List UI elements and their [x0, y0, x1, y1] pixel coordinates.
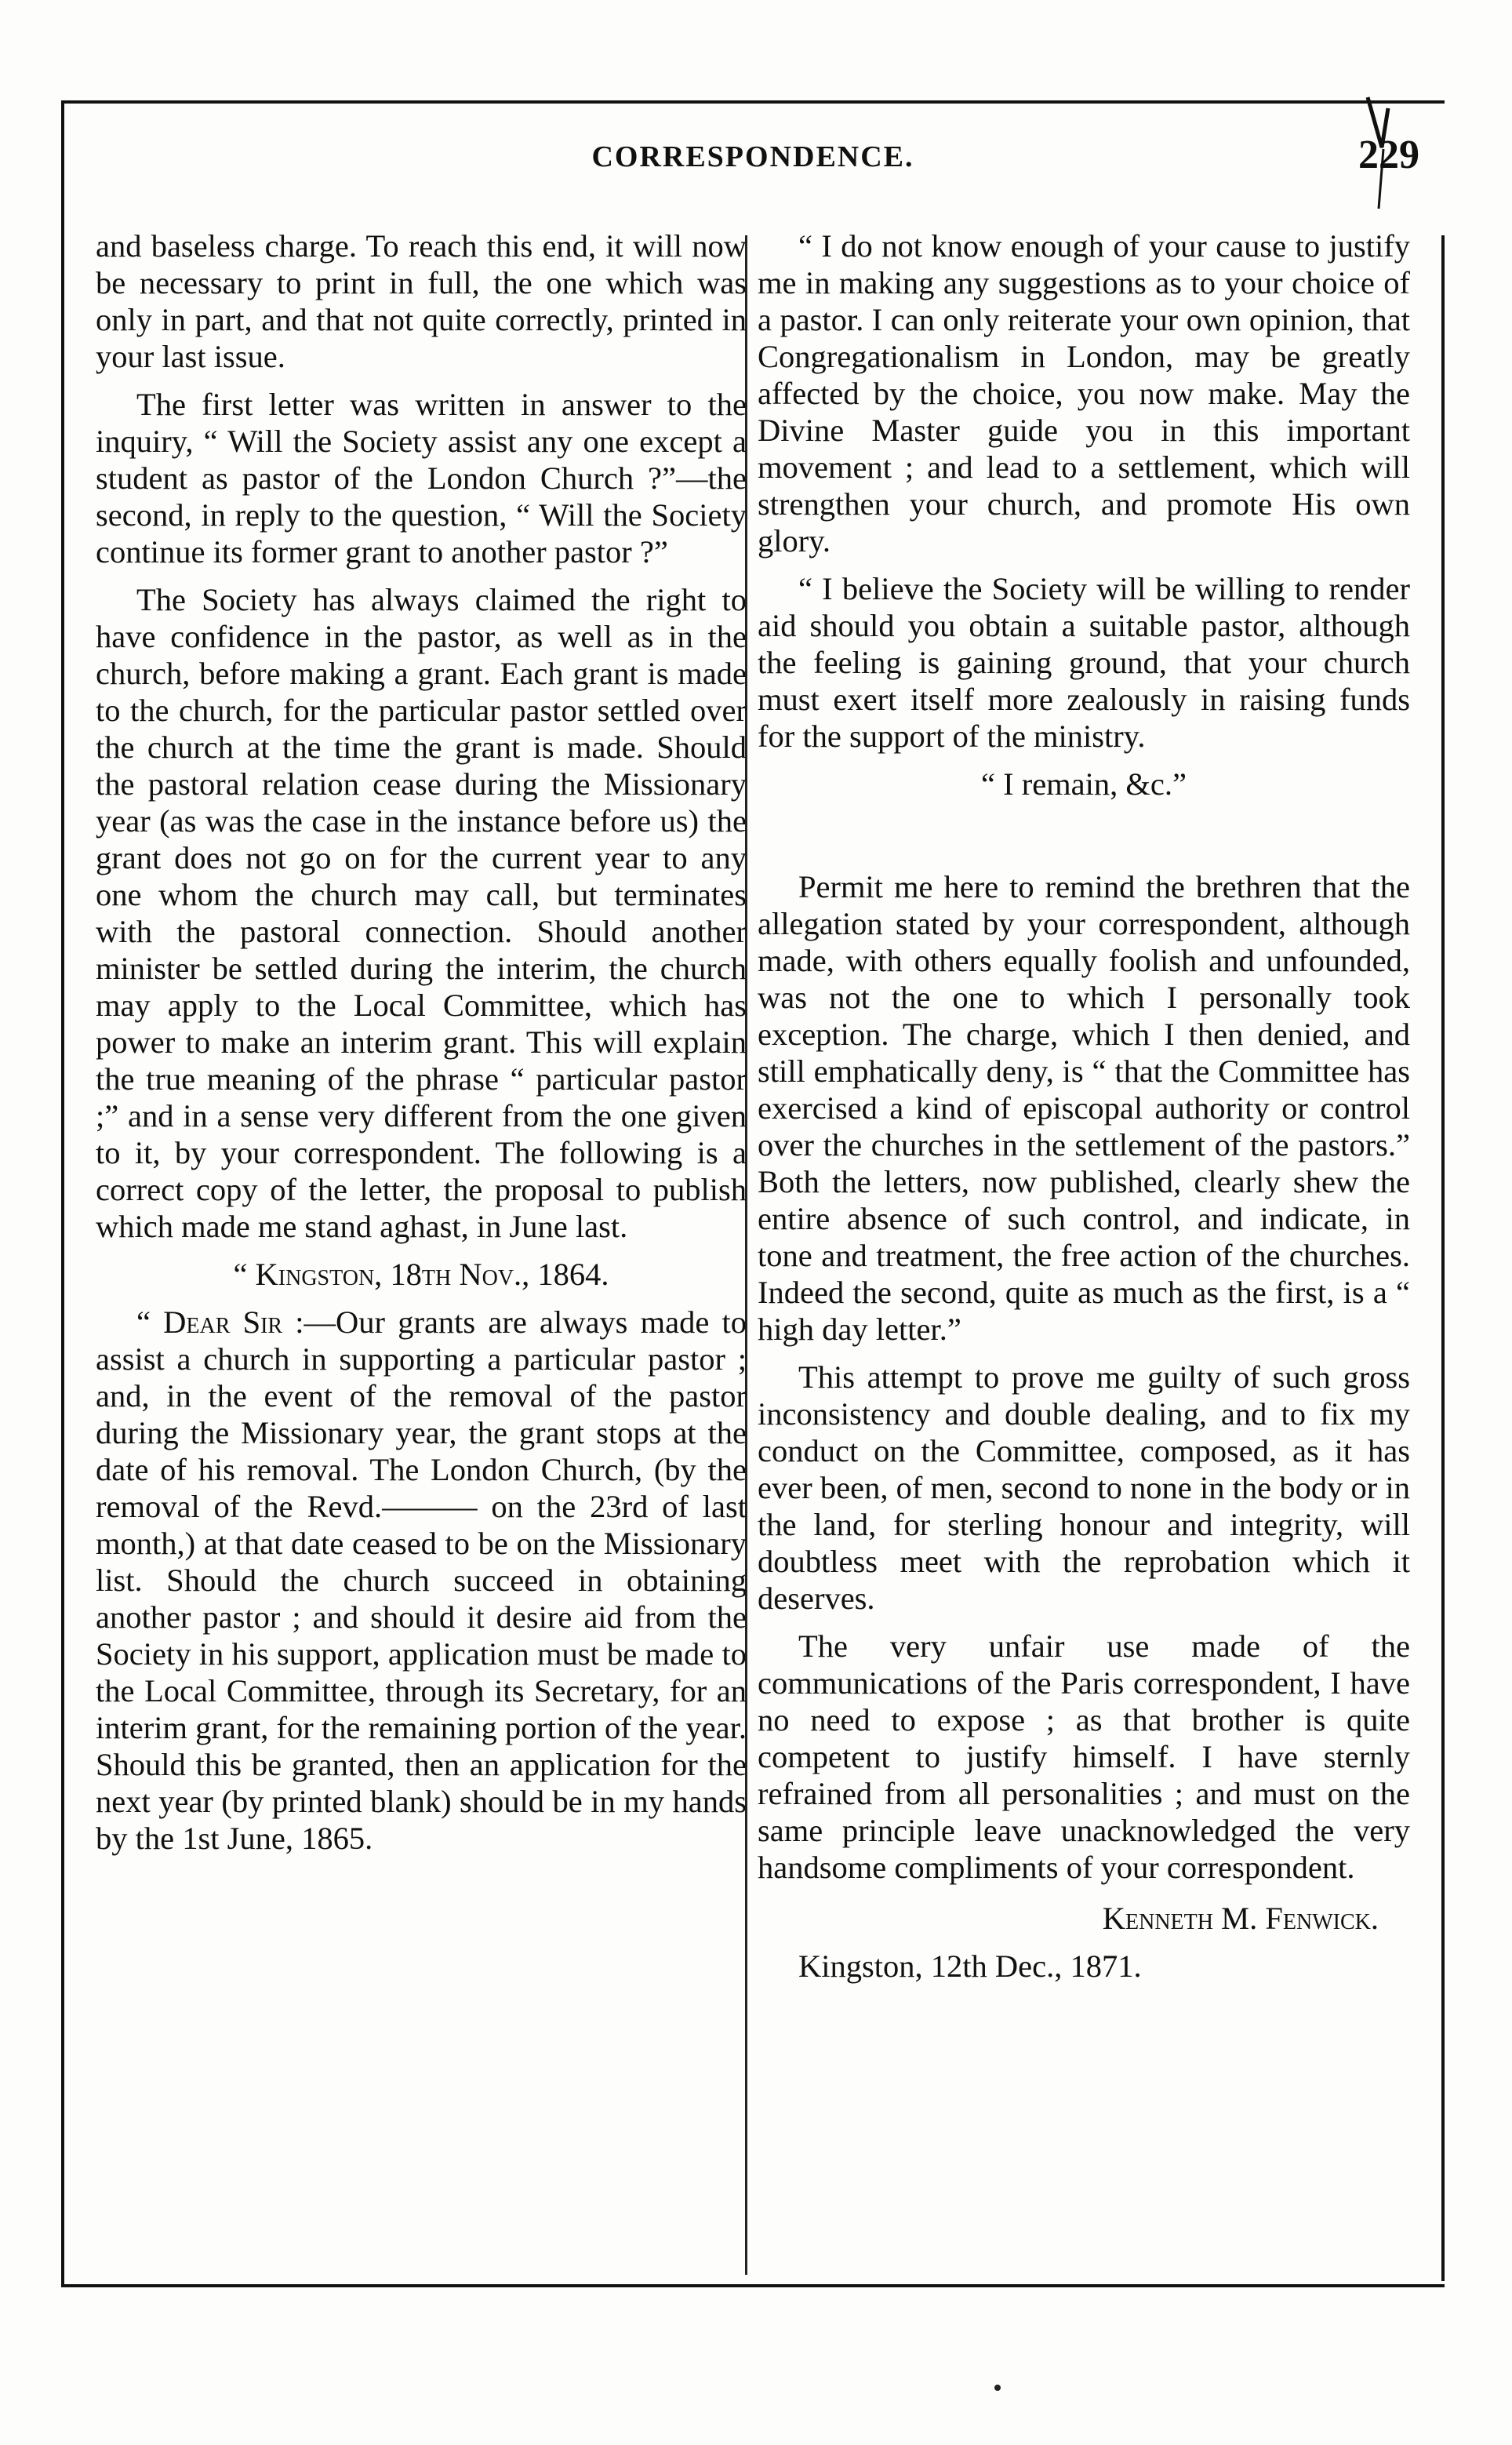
- print-speck: [994, 2385, 1001, 2391]
- paragraph: The first letter was written in answer to the inquiry, “ Will the Society assist any one except a student as pastor of the London Church ?”—the second, in reply to the question, “ Will the Society continue its former grant to another pastor ?”: [96, 387, 747, 569]
- paragraph: The Society has always claimed the right to have confidence in the pastor, as well as in the church, before making a grant. Each grant is made to the church, for the particular pastor settled over the church at the time the grant is made. Should the pastoral relation cease during the Missionary year (as was the case in the instance before us) the grant does not go on for the current year to any one whom the church may call, but terminates with the pastoral connection. Should another minister be settled during the interim, the church may apply to the Local Committee, which has power to make an interim grant. This will explain the true meaning of the phrase “ particular pastor ;” and in a sense very different from the one given to it, by your correspondent. The following is a correct copy of the letter, the proposal to publish which made me stand aghast, in June last.: [96, 582, 747, 1244]
- letter-closing: “ I remain, &c.”: [981, 766, 1187, 802]
- quoted-paragraph: “ I do not know enough of your cause to justify me in making any suggestions as to your choice of a pastor. I can only reiterate your own opinion, that Congregationalism in London, may be greatly affected by the choice, you now make. May the Divine Master guide you in this important movement ; and lead to a settlement, which will strengthen your church, and promote His own glory.: [758, 228, 1410, 558]
- page-number: 229: [1358, 133, 1419, 177]
- page-header: [71, 118, 1435, 196]
- signature: Kenneth M. Fenwick.: [1102, 1901, 1379, 1936]
- left-column: [96, 227, 747, 1868]
- quoted-paragraph: “ I believe the Society will be willing to render aid should you obtain a suitable pastor, although the feeling is gaining ground, that your church must exert itself more zealously in raising funds for the support of the ministry.: [758, 571, 1410, 754]
- margin-pencil-mark: [1365, 93, 1396, 210]
- pencil-stroke-icon: [1365, 93, 1396, 210]
- paragraph: Permit me here to remind the brethren that the allegation stated by your correspondent, although made, with others equally foolish and unfounded, was not the one to which I personally took exception. The charge, which I then denied, and still emphatically deny, is “ that the Committee has exercised a kind of episcopal authority or control over the churches in the settlement of the pastors.” Both the letters, now published, clearly shew the entire absence of such control, and indicate, in tone and treatment, the free action of the churches. Indeed the second, quite as much as the first, is a “ high day letter.”: [758, 869, 1410, 1347]
- paragraph: and baseless charge. To reach this end, it will now be necessary to print in full, the one which was only in part, and that not quite correctly, printed in your last issue.: [96, 228, 747, 374]
- dateline: Kingston, 12th Dec., 1871.: [798, 1948, 1142, 1984]
- section-gap: [758, 813, 1410, 868]
- paragraph: This attempt to prove me guilty of such gross inconsistency and double dealing, and to fix my conduct on the Committee, composed, as it has ever been, of men, second to none in the body or in the land, for sterling honour and integrity, will doubtless meet with the reprobation which it deserves.: [758, 1359, 1410, 1616]
- paragraph: The very unfair use made of the communications of the Paris correspondent, I have no need to expose ; as that brother is quite competent to justify himself. I have sternly refrained from all personalities ; and must on the same principle leave unacknowledged the very handsome compliments of your correspondent.: [758, 1628, 1410, 1885]
- letter-body: —Our grants are always made to assist a church in supporting a particular pastor ; and, in the event of the removal of the pastor during the Missionary year, the grant stops at the date of his removal. The London Church, (by the removal of the Revd.——— on the 23rd of last month,) at that date ceased to be on the Missionary list. Should the church succeed in obtaining another pastor ; and should it desire aid from the Society in his support, application must be made to the Local Committee, through its Secretary, for an interim grant, for the remaining portion of the year. Should this be granted, then an application for the next year (by printed blank) should be in my hands by the 1st June, 1865.: [96, 1304, 747, 1856]
- running-head: CORRESPONDENCE.: [591, 140, 914, 173]
- page-frame-right-edge: [1441, 235, 1445, 2281]
- letter-paragraph: [96, 1304, 747, 1857]
- salutation: “ Dear Sir :: [136, 1304, 304, 1340]
- right-column: [758, 227, 1410, 1996]
- letter-date: “ Kingston, 18th Nov., 1864.: [233, 1257, 609, 1292]
